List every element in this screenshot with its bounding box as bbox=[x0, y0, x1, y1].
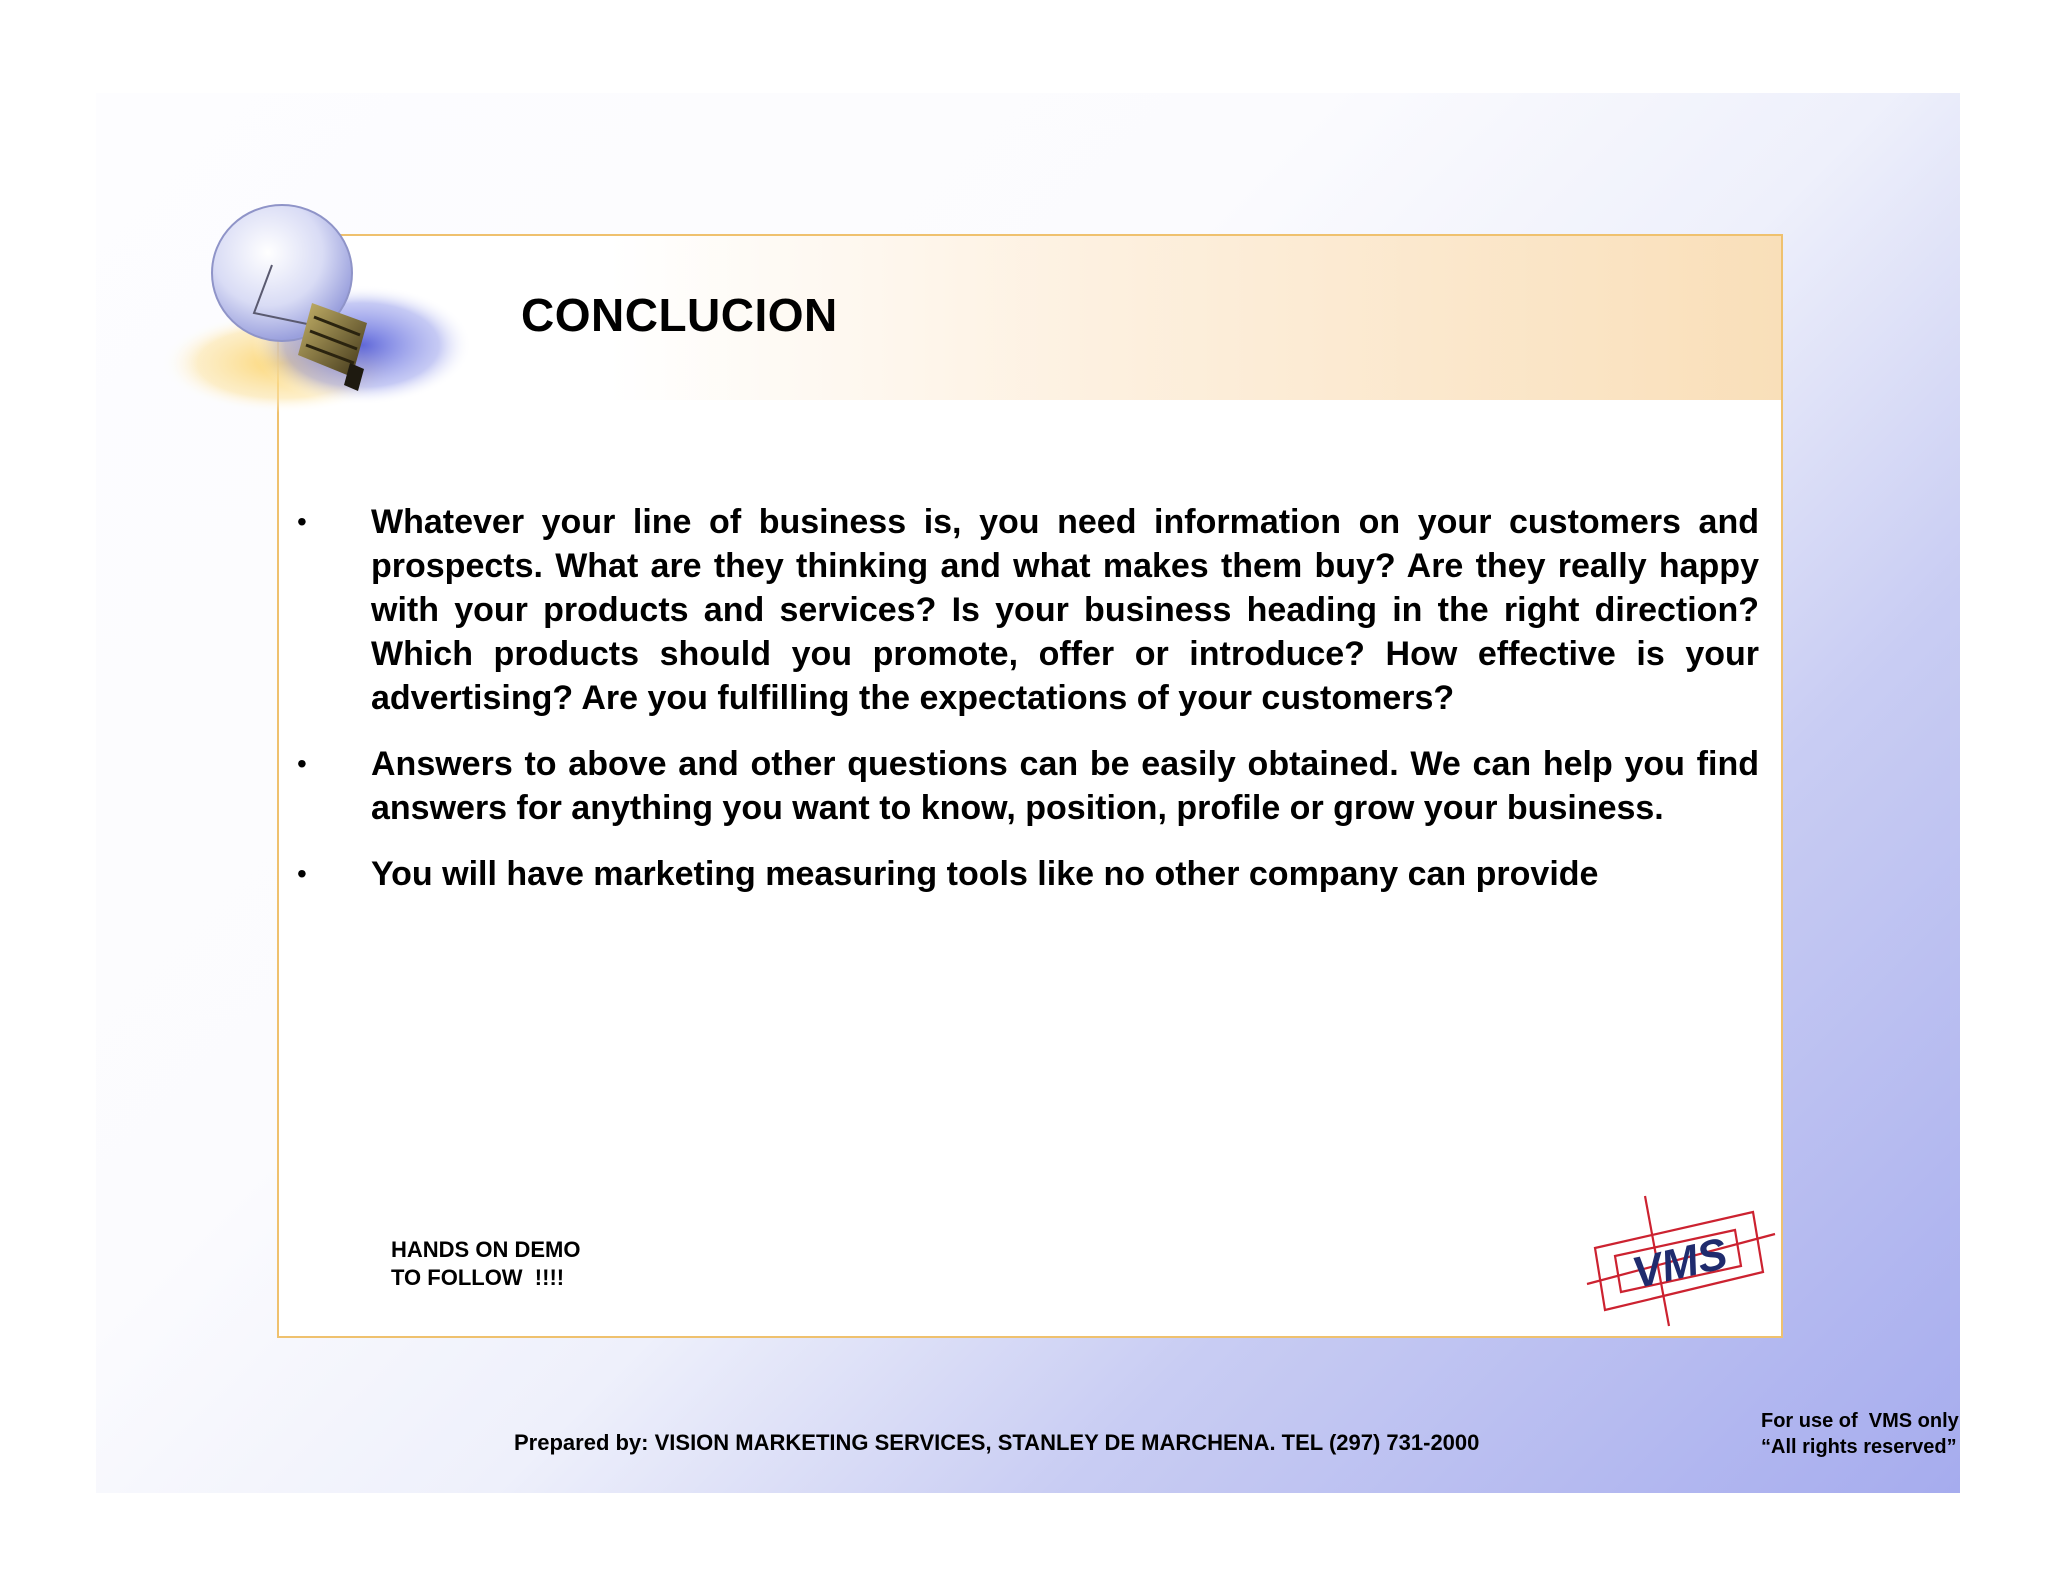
bullet-item bbox=[279, 742, 1759, 830]
content-panel bbox=[277, 234, 1783, 1338]
title-band bbox=[279, 236, 1781, 400]
footer-rights bbox=[1761, 1408, 1959, 1460]
bullet-dot: • bbox=[297, 748, 307, 779]
vms-logo-text: VMS bbox=[1627, 1228, 1732, 1299]
footer-prepared-by: Prepared by: VISION MARKETING SERVICES, STANLEY DE MARCHENA. TEL (297) 731-2000 bbox=[514, 1430, 1480, 1455]
demo-note-line-1: HANDS ON DEMO bbox=[391, 1237, 581, 1262]
bullet-dot: • bbox=[297, 506, 307, 537]
demo-note bbox=[391, 1236, 580, 1292]
bullet-text: You will have marketing measuring tools like no other company can provide bbox=[371, 855, 1599, 893]
vms-logo-icon bbox=[1585, 1186, 1781, 1336]
bullet-text: Answers to above and other questions can be easily obtained. We can help you find answers for anything you want to know, position, profile or grow your business. bbox=[371, 745, 1759, 827]
bullet-dot: • bbox=[297, 858, 307, 889]
bullet-item bbox=[279, 852, 1759, 896]
vms-logo bbox=[1585, 1186, 1781, 1336]
bullet-text: Whatever your line of business is, you need information on your customers and prospects. What are they thinking and what makes them buy? Are they really happy with your products and services? Is your business heading in the right direction? Which products should you promote, offer or introduce? How effective is your advertising? Are you fulfilling the expectations of your customers? bbox=[371, 503, 1759, 717]
lightbulb-icon bbox=[162, 195, 502, 435]
footer-rights-line-1: For use of VMS only bbox=[1761, 1410, 1959, 1432]
bullet-item bbox=[279, 500, 1759, 720]
footer-rights-line-2: “All rights reserved” bbox=[1761, 1436, 1957, 1458]
bullet-list bbox=[279, 500, 1759, 918]
demo-note-line-2: TO FOLLOW !!!! bbox=[391, 1265, 565, 1290]
slide-background bbox=[96, 93, 1960, 1493]
slide-title: CONCLUCION bbox=[521, 289, 838, 341]
